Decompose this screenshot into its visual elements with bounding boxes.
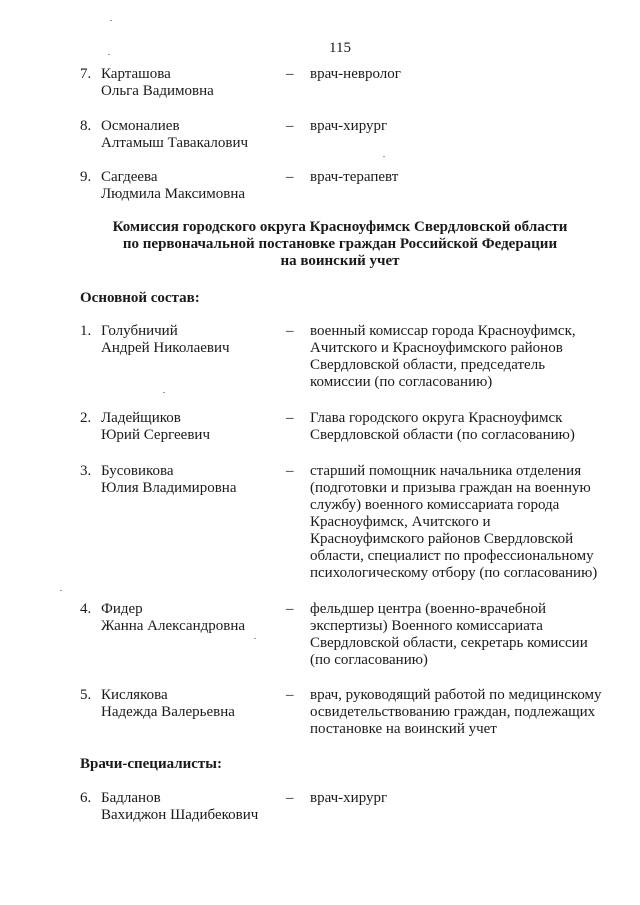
role-line: врач-хирург xyxy=(310,790,388,806)
given-name: Жанна Александровна xyxy=(101,618,246,634)
scan-speck xyxy=(108,54,110,55)
role-text xyxy=(310,118,610,135)
role-line: Свердловской области (по согласованию) xyxy=(310,427,575,443)
role-line: военный комиссар города Красноуфимск, xyxy=(310,323,576,339)
item-number: 5. xyxy=(80,687,92,703)
person-name xyxy=(101,687,281,721)
role-line: Ачитского и Красноуфимского районов xyxy=(310,340,563,356)
dash: – xyxy=(286,323,294,339)
role-line: фельдшер центра (военно-врачебной xyxy=(310,601,547,617)
role-line: врач-хирург xyxy=(310,118,388,134)
given-name: Юрий Сергеевич xyxy=(101,427,210,443)
scan-speck xyxy=(163,392,165,393)
role-text xyxy=(310,410,610,444)
title-line: по первоначальной постановке граждан Российской Федерации xyxy=(122,236,558,252)
given-name: Людмила Максимовна xyxy=(101,186,246,202)
role-line: Свердловской области, секретарь комиссии xyxy=(310,635,588,651)
role-line: области, специалист по профессиональному xyxy=(310,548,594,564)
dash: – xyxy=(286,410,294,426)
surname: Бадланов xyxy=(101,790,161,806)
scan-speck xyxy=(383,156,385,157)
role-text xyxy=(310,687,610,738)
item-number: 9. xyxy=(80,169,92,185)
given-name: Надежда Валерьевна xyxy=(101,704,235,720)
surname: Сагдеева xyxy=(101,169,158,185)
role-line: Свердловской области, председатель xyxy=(310,357,546,373)
surname: Ладейщиков xyxy=(101,410,181,426)
person-name xyxy=(101,790,281,824)
given-name: Андрей Николаевич xyxy=(101,340,230,356)
item-number: 8. xyxy=(80,118,92,134)
section-heading-doctors: Врачи-специалисты: xyxy=(80,756,223,772)
role-line: (подготовки и призыва граждан на военную xyxy=(310,480,591,496)
surname: Карташова xyxy=(101,66,171,82)
section-heading-main: Основной состав: xyxy=(80,290,200,306)
scan-speck xyxy=(254,638,256,639)
dash: – xyxy=(286,118,294,134)
dash: – xyxy=(286,66,294,82)
role-text xyxy=(310,66,610,83)
role-line: экспертизы) Военного комиссариата xyxy=(310,618,543,634)
page-number: 115 xyxy=(329,40,351,56)
given-name: Алтамыш Тавакалович xyxy=(101,135,249,151)
surname: Бусовикова xyxy=(101,463,174,479)
title-line: на воинский учет xyxy=(280,253,400,269)
role-line: освидетельствованию граждан, подлежащих xyxy=(310,704,596,720)
person-name xyxy=(101,169,281,203)
item-number: 7. xyxy=(80,66,92,82)
person-name xyxy=(101,410,281,444)
person-name xyxy=(101,323,281,357)
surname: Осмоналиев xyxy=(101,118,180,134)
person-name xyxy=(101,601,281,635)
given-name: Юлия Владимировна xyxy=(101,480,237,496)
commission-title xyxy=(60,219,620,270)
role-line: врач-невролог xyxy=(310,66,401,82)
given-name: Вахиджон Шадибекович xyxy=(101,807,259,823)
role-text xyxy=(310,790,610,807)
role-line: Красноуфимского районов Свердловской xyxy=(310,531,574,547)
role-line: (по согласованию) xyxy=(310,652,428,668)
role-text xyxy=(310,601,610,669)
title-line: Комиссия городского округа Красноуфимск Свердловской области xyxy=(112,219,568,235)
role-line: службу) военного комиссариата города xyxy=(310,497,560,513)
scan-speck xyxy=(60,590,62,591)
surname: Фидер xyxy=(101,601,143,617)
given-name: Ольга Вадимовна xyxy=(101,83,214,99)
role-line: Красноуфимск, Ачитского и xyxy=(310,514,491,530)
dash: – xyxy=(286,169,294,185)
item-number: 1. xyxy=(80,323,92,339)
role-line: постановке на воинский учет xyxy=(310,721,497,737)
dash: – xyxy=(286,463,294,479)
role-line: врач-терапевт xyxy=(310,169,399,185)
item-number: 3. xyxy=(80,463,92,479)
role-line: комиссии (по согласованию) xyxy=(310,374,493,390)
role-line: психологическому отбору (по согласованию) xyxy=(310,565,598,581)
surname: Голубничий xyxy=(101,323,178,339)
role-line: врач, руководящий работой по медицинскому xyxy=(310,687,602,703)
role-line: старший помощник начальника отделения xyxy=(310,463,582,479)
person-name xyxy=(101,463,281,497)
scan-speck xyxy=(110,20,112,21)
dash: – xyxy=(286,790,294,806)
item-number: 6. xyxy=(80,790,92,806)
dash: – xyxy=(286,601,294,617)
person-name xyxy=(101,66,281,100)
item-number: 2. xyxy=(80,410,92,426)
dash: – xyxy=(286,687,294,703)
person-name xyxy=(101,118,281,152)
role-text xyxy=(310,323,610,391)
role-line: Глава городского округа Красноуфимск xyxy=(310,410,563,426)
item-number: 4. xyxy=(80,601,92,617)
surname: Кислякова xyxy=(101,687,168,703)
role-text xyxy=(310,463,610,582)
role-text xyxy=(310,169,610,186)
